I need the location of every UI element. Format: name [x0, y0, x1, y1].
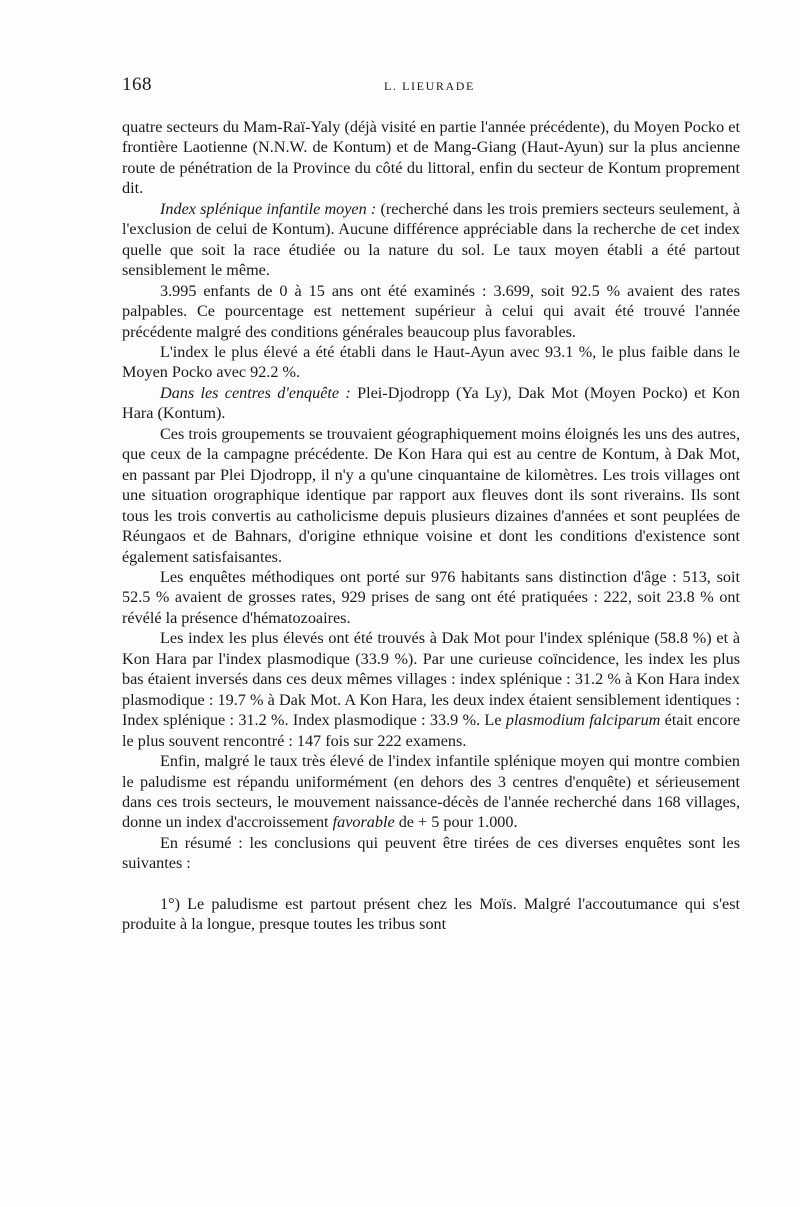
inline-heading: Index splénique infantile moyen :: [160, 199, 377, 218]
paragraph: Dans les centres d'enquête : Plei-Djodropp (Ya Ly), Dak Mot (Moyen Pocko) et Kon Hara (Kontum).: [122, 383, 740, 423]
species-name: plasmodium falciparum: [505, 711, 661, 730]
paragraph: Les index les plus élevés ont été trouvés à Dak Mot pour l'index splénique (58.8 %) et à Kon Hara par l'index plasmodique (33.9 %). Par une curieuse coïncidence, les index les plus bas étaient inversés dans ces deux mêmes villages : index splénique : 31.2 % à Kon Hara index plasmodique : 19.7 % à Dak Mot. A Kon Hara, les deux index étaient sensiblement identiques : Index splénique : 31.2 %. Index plasmodique : 33.9 %. Le plasmodium falciparum était encore le plus souvent rencontré : 147 fois sur 222 examens.: [122, 629, 741, 750]
paragraph: quatre secteurs du Mam-Raï-Yaly (déjà visité en partie l'année précédente), du Moyen Pocko et frontière Laotienne (N.N.W. de Kontum) et de Mang-Giang (Haut-Ayun) sur la plus ancienne route de pénétration de la Province du côté du littoral, enfin du secteur de Kontum proprement dit.: [122, 118, 740, 198]
paragraph: Enfin, malgré le taux très élevé de l'index infantile splénique moyen qui montre combien le paludisme est répandu uniformément (en dehors des 3 centres d'enquête) et sérieusement dans ces trois secteurs, le mouvement naissance-décès de l'année recherché dans 168 villages, donne un index d'accroissement favorable de + 5 pour 1.000.: [122, 752, 740, 832]
inline-heading: Dans les centres d'enquête :: [160, 383, 351, 402]
paragraph: En résumé : les conclusions qui peuvent être tirées de ces diverses enquêtes sont les suivantes :: [122, 833, 740, 873]
running-head: L. LIEURADE: [384, 79, 475, 93]
body-text: [122, 117, 740, 935]
emphasis: favorable: [332, 813, 395, 832]
paragraph: Les enquêtes méthodiques ont porté sur 976 habitants sans distinction d'âge : 513, soit 52.5 % avaient de grosses rates, 929 prises de sang ont été pratiquées : 222, soit 23.8 % ont révélé la présence d'hématozoaires.: [122, 567, 740, 627]
paragraph: 3.995 enfants de 0 à 15 ans ont été examinés : 3.699, soit 92.5 % avaient des rates palpables. Ce pourcentage est nettement supérieur à celui qui avait été trouvé l'année précédente malgré des conditions générales beaucoup plus favorables.: [122, 281, 740, 341]
paragraph: Index splénique infantile moyen : (recherché dans les trois premiers secteurs seulement, à l'exclusion de celui de Kontum). Aucune différence appréciable dans la recherche de cet index quelle que soit la race étudiée ou la nature du sol. Le taux moyen établi a été partout sensiblement le même.: [122, 199, 741, 280]
page-header: [122, 74, 742, 98]
paragraph: L'index le plus élevé a été établi dans le Haut-Ayun avec 93.1 %, le plus faible dans le Moyen Pocko avec 92.2 %.: [122, 342, 740, 382]
paragraph: 1°) Le paludisme est partout présent chez les Moïs. Malgré l'accoutumance qui s'est produite à la longue, presque toutes les tribus sont: [122, 894, 740, 934]
paragraph: Ces trois groupements se trouvaient géographiquement moins éloignés les uns des autres, que ceux de la campagne précédente. De Kon Hara qui est au centre de Kontum, à Dak Mot, en passant par Plei Djodropp, il n'y a qu'une cinquantaine de kilomètres. Les trois villages ont une situation orographique identique par rapport aux fleuves dont ils sont riverains. Ils sont tous les trois convertis au catholicisme depuis plusieurs dizaines d'années et sont peuplées de Réungaos et de Bahnars, d'origine ethnique voisine et dont les conditions d'existence sont également satisfaisantes.: [122, 424, 740, 566]
page-number: 168: [122, 74, 152, 95]
